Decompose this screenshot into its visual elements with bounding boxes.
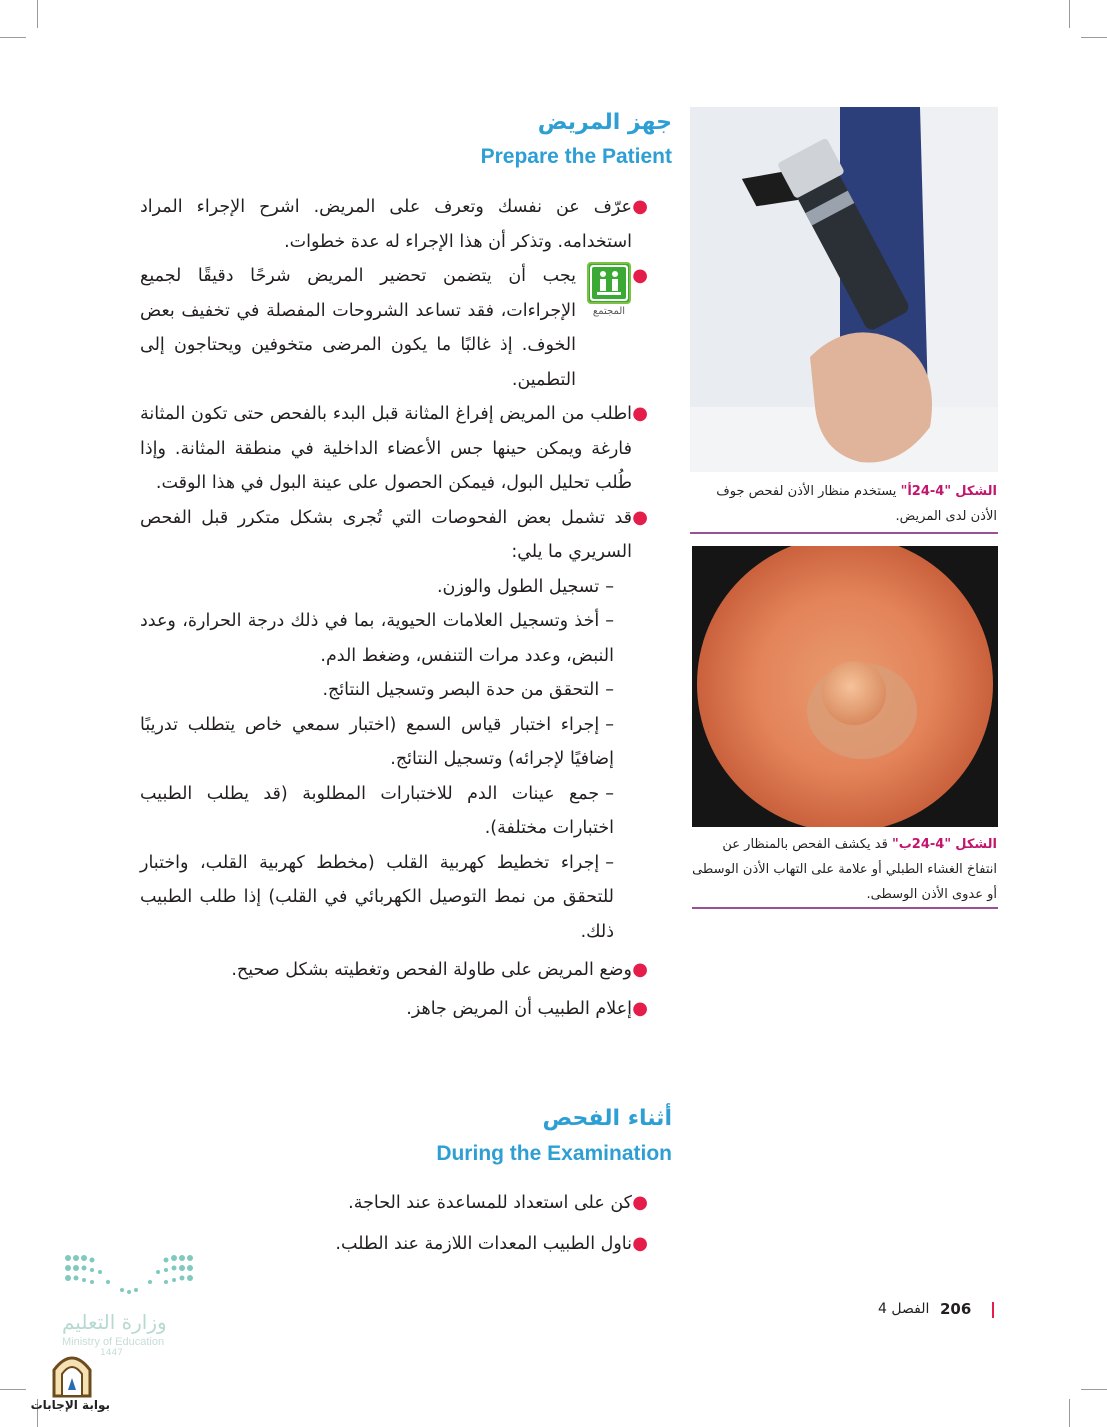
sub-list-item: –إجراء تخطيط كهربية القلب (مخطط كهربية القلب، واختبار للتحقق من نمط التوصيل الكهربائي في القلب) إذا طلب الطبيب ذلك. bbox=[140, 852, 614, 942]
list-item: ● عرّف عن نفسك وتعرف على المريض. اشرح الإجراء المراد استخدامه. وتذكر أن هذا الإجراء له عدة خطوات. bbox=[140, 190, 632, 259]
bullet-icon: ● bbox=[632, 997, 648, 1019]
crop-mark bbox=[0, 1389, 26, 1390]
list-item: ● اطلب من المريض إفراغ المثانة قبل البدء بالفحص حتى تكون المثانة فارغة ويمكن حينها جس الأعضاء الداخلية في منطقة المثانة. وإذا طُلب تحليل البول، فيمكن الحصول على عينة البول في هذا الوقت. bbox=[140, 397, 632, 501]
caption-rule bbox=[690, 532, 998, 534]
sub-list-item: –أخذ وتسجيل العلامات الحيوية، بما في ذلك درجة الحرارة، وعدد النبض، وعدد مرات التنفس، وضغط الدم. bbox=[140, 611, 614, 666]
crop-mark bbox=[1081, 37, 1107, 38]
body-text bbox=[140, 190, 648, 1026]
list-item: ● يجب أن يتضمن تحضير المريض شرحًا دقيقًا لجميع الإجراءات، فقد تساعد الشروحات المفصلة في تخفيف بعض الخوف. إذ غالبًا ما يكون المرضى متخوفين ويحتاجون إلى التطمين. bbox=[140, 259, 632, 397]
list-item: ● قد تشمل بعض الفحوصات التي تُجرى بشكل متكرر قبل الفحص السريري ما يلي: bbox=[140, 501, 632, 570]
figure-a-caption: الشكل "4-24أ" يستخدم منظار الأذن لفحص جوف الأذن لدى المريض. bbox=[716, 484, 997, 524]
bullet-icon: ● bbox=[632, 196, 648, 217]
footer-accent-bar bbox=[992, 1302, 994, 1318]
page-number: 206 bbox=[940, 1300, 972, 1318]
ministry-name-english: Ministry of Education bbox=[62, 1336, 165, 1348]
list-item: ● وضع المريض على طاولة الفحص وتغطيته بشكل صحيح. bbox=[140, 953, 632, 988]
sub-list-item: –جمع عينات الدم للاختبارات المطلوبة (قد يطلب الطبيب اختبارات مختلفة). bbox=[140, 783, 614, 838]
mosque-icon bbox=[50, 1350, 94, 1398]
bullet-icon: ● bbox=[632, 506, 648, 528]
body-text bbox=[140, 1186, 648, 1261]
crop-mark bbox=[1081, 1389, 1107, 1390]
bullet-icon: ● bbox=[632, 265, 648, 286]
section-title-arabic: جهز المريض bbox=[537, 110, 672, 135]
watermark-logo: بوابة الإجابات bbox=[34, 1350, 110, 1412]
section-title-english: During the Examination bbox=[436, 1142, 672, 1165]
list-item: ● كن على استعداد للمساعدة عند الحاجة. bbox=[140, 1186, 632, 1221]
section-title-english: Prepare the Patient bbox=[480, 145, 672, 168]
list-item: ● ناول الطبيب المعدات اللازمة عند الطلب. bbox=[140, 1227, 632, 1262]
ministry-year: 1447 bbox=[100, 1348, 123, 1358]
bullet-icon: ● bbox=[632, 1192, 648, 1213]
crop-mark bbox=[1069, 0, 1070, 28]
bullet-icon: ● bbox=[632, 1232, 648, 1254]
ministry-dots-icon bbox=[62, 1252, 196, 1298]
crop-mark bbox=[0, 37, 26, 38]
bullet-icon: ● bbox=[632, 959, 648, 980]
figure-otoscope-image bbox=[690, 107, 998, 472]
sub-list-item: –إجراء اختبار قياس السمع (اختبار سمعي خاص يتطلب تدريبًا إضافيًا لإجرائه) وتسجيل النتائج. bbox=[140, 714, 614, 769]
crop-mark bbox=[37, 0, 38, 28]
crop-mark bbox=[1069, 1399, 1070, 1427]
sub-list-item: –تسجيل الطول والوزن. bbox=[436, 576, 614, 597]
section-title-arabic: أثناء الفحص bbox=[542, 1106, 672, 1131]
figure-b-caption: الشكل "4-24ب" قد يكشف الفحص بالمنظار عن انتفاخ الغشاء الطبلي أو علامة على التهاب الأذن الوسطى أو عدوى الأذن الوسطى. bbox=[692, 837, 997, 902]
ministry-name-arabic: وزارة التعليم bbox=[62, 1310, 167, 1334]
sub-list-item: –التحقق من حدة البصر وتسجيل النتائج. bbox=[322, 680, 614, 700]
caption-rule bbox=[692, 907, 998, 909]
bullet-icon: ● bbox=[632, 403, 648, 424]
ministry-logo bbox=[62, 1252, 202, 1358]
chapter-label: الفصل 4 bbox=[878, 1301, 930, 1317]
list-item: ● إعلام الطبيب أن المريض جاهز. bbox=[140, 992, 632, 1027]
community-icon: المجتمع bbox=[586, 262, 632, 317]
figure-ear-image bbox=[692, 546, 998, 827]
